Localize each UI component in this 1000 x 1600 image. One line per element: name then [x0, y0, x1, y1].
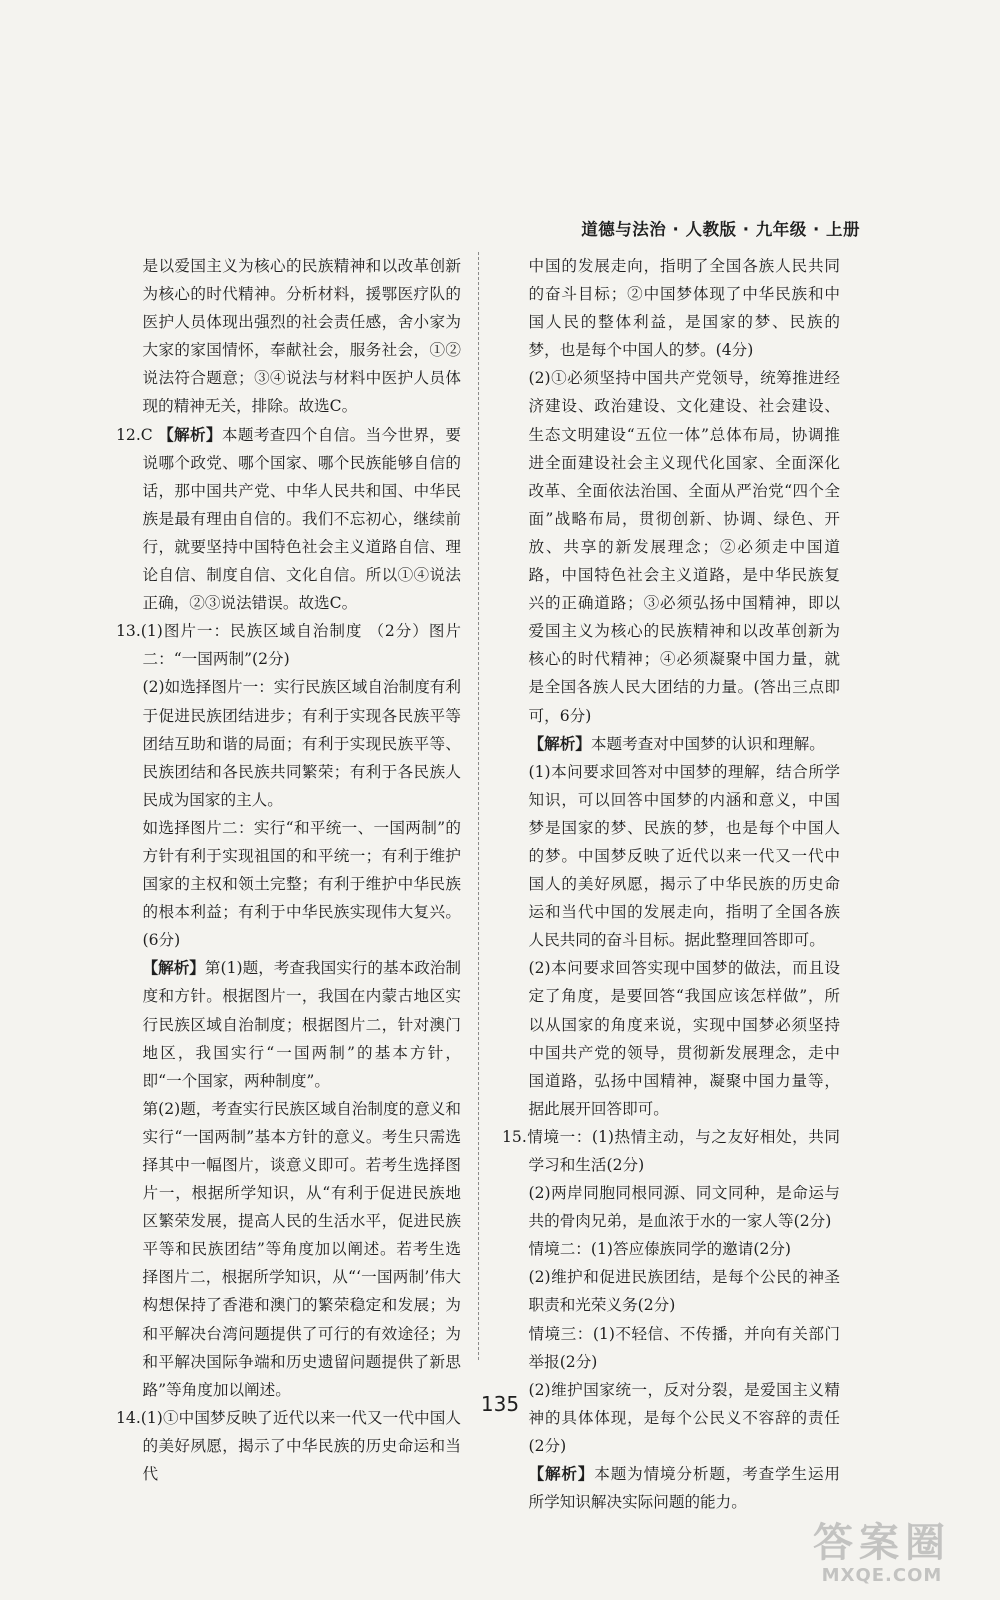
answer-paragraph	[116, 1095, 461, 1404]
answer-paragraph	[116, 814, 461, 954]
paragraph-text: 15.情境一：(1)热情主动，与之友好相处，共同学习和生活(2分)	[502, 1127, 840, 1174]
watermark-url: MXQE.COM	[821, 1565, 943, 1586]
paragraph-text: 第(1)题，考查我国实行的基本政治制度和方针。根据图片一，我国在内蒙古地区实行民族区域自治制度；根据图片二，针对澳门地区，我国实行“一国两制”的基本方针，即“一个国家，两种制度”。	[142, 959, 461, 1090]
answer-paragraph	[116, 1404, 461, 1488]
analysis-tag: 【解析】	[528, 734, 591, 753]
paragraph-text: 是以爱国主义为核心的民族精神和以改革创新为核心的时代精神。分析材料，援鄂医疗队的医护人员体现出强烈的社会责任感，舍小家为大家的家国情怀，奉献社会，服务社会，①②说法符合题意；③④说法与材料中医护人员体现的精神无关，排除。故选C。	[142, 257, 461, 416]
answer-paragraph	[502, 1263, 840, 1319]
paragraph-text: 本题为情境分析题，考查学生运用所学知识解决实际问题的能力。	[528, 1465, 840, 1512]
paragraph-text: (2)维护国家统一，反对分裂，是爱国主义精神的具体体现，是每个公民义不容辞的责任(2分)	[528, 1380, 840, 1455]
answer-paragraph	[502, 1320, 840, 1376]
paragraph-text: 情境二：(1)答应傣族同学的邀请(2分)	[528, 1240, 792, 1259]
paragraph-text: 本题考查对中国梦的认识和理解。	[590, 734, 825, 753]
answer-paragraph	[502, 730, 840, 758]
analysis-tag: 【解析】	[142, 959, 205, 978]
paragraph-text: 如选择图片二：实行“和平统一、一国两制”的方针有利于实现祖国的和平统一；有利于维护国家的主权和领土完整；有利于维护中华民族的根本利益；有利于中华民族实现伟大复兴。(6分)	[142, 818, 461, 950]
column-divider	[478, 252, 479, 1360]
answer-paragraph	[502, 252, 840, 364]
answer-paragraph	[502, 364, 840, 729]
watermark-logo: 答案圈	[813, 1520, 951, 1566]
paragraph-text: 中国的发展走向，指明了全国各族人民共同的奋斗目标；②中国梦体现了中华民族和中国人民的整体利益，是国家的梦、民族的梦，也是每个中国人的梦。(4分)	[528, 257, 840, 360]
paragraph-text: 14.(1)①中国梦反映了近代以来一代又一代中国人的美好夙愿，揭示了中华民族的历史命运和当代	[116, 1408, 461, 1484]
answer-paragraph	[502, 758, 840, 955]
analysis-tag: 【解析】	[528, 1465, 595, 1484]
page-header: 道德与法治 · 人教版 · 九年级 · 上册	[581, 220, 860, 239]
answer-paragraph	[502, 1460, 840, 1516]
paragraph-text: 本题考查四个自信。当今世界，要说哪个政党、哪个国家、哪个民族能够自信的话，那中国共产党、中华人民共和国、中华民族是最有理由自信的。我们不忘初心，继续前行，就要坚持中国特色社会主义道路自信、理论自信、制度自信、文化自信。所以①④说法正确，②③说法错误。故选C。	[142, 425, 461, 613]
answer-paragraph	[502, 1235, 840, 1263]
paragraph-text: (2)两岸同胞同根同源、同文同种，是命运与共的骨肉兄弟，是血浓于水的一家人等(2分)	[528, 1184, 840, 1231]
paragraph-text: 第(2)题，考查实行民族区域自治制度的意义和实行“一国两制”基本方针的意义。考生只需选择其中一幅图片，谈意义即可。若考生选择图片一，根据所学知识，从“有利于促进民族地区繁荣发展，提高人民的生活水平，促进民族平等和民族团结”等角度加以阐述。若考生选择图片二，根据所学知识，从“‘一国两制’伟大构想保持了香港和澳门的繁荣稳定和发展；为和平解决台湾问题提供了可行的有效途径；为和平解决国际争端和历史遗留问题提供了新思路”等角度加以阐述。	[142, 1099, 461, 1399]
answer-paragraph	[502, 1376, 840, 1460]
analysis-tag: 【解析】	[158, 425, 222, 444]
paragraph-text: (2)维护和促进民族团结，是每个公民的神圣职责和光荣义务(2分)	[528, 1268, 840, 1315]
answer-paragraph	[116, 954, 461, 1094]
page-number: 135	[480, 1392, 520, 1416]
paragraph-text: (2)①必须坚持中国共产党领导，统筹推进经济建设、政治建设、文化建设、社会建设、生态文明建设“五位一体”总体布局，协调推进全面建设社会主义现代化国家、全面深化改革、全面依法治国、全面从严治党“四个全面”战略布局，贯彻创新、协调、绿色、开放、共享的新发展理念；②必须走中国道路，中国特色社会主义道路，是中华民族复兴的正确道路；③必须弘扬中国精神，即以爱国主义为核心的民族精神和以改革创新为核心的时代精神；④必须凝聚中国力量，就是全国各族人民大团结的力量。(答出三点即可，6分)	[528, 369, 840, 725]
right-column	[502, 252, 840, 1516]
answer-paragraph	[502, 1179, 840, 1235]
answer-paragraph	[116, 673, 461, 813]
paragraph-text: (2)本问要求回答实现中国梦的做法，而且设定了角度，是要回答“我国应该怎样做”，所以从国家的角度来说，实现中国梦必须坚持中国共产党的领导，贯彻新发展理念，走中国道路，弘扬中国精神，凝聚中国力量等，据此展开回答即可。	[528, 959, 840, 1118]
question-number: 12.C	[116, 425, 159, 444]
paragraph-text: 13.(1)图片一：民族区域自治制度 （2分）图片二：“一国两制”(2分)	[116, 622, 461, 669]
answer-paragraph	[502, 1123, 840, 1179]
answer-paragraph	[116, 252, 461, 421]
answer-paragraph	[116, 617, 461, 673]
paragraph-text: 情境三：(1)不轻信、不传播，并向有关部门举报(2分)	[528, 1324, 840, 1371]
paragraph-text: (2)如选择图片一：实行民族区域自治制度有利于促进民族团结进步；有利于实现各民族平等团结互助和谐的局面；有利于实现民族平等、民族团结和各民族共同繁荣；有利于各民族人民成为国家的主人。	[142, 678, 461, 809]
answer-paragraph	[116, 421, 461, 618]
paragraph-text: (1)本问要求回答对中国梦的理解，结合所学知识，可以回答中国梦的内涵和意义，中国梦是国家的梦、民族的梦，也是每个中国人的梦。中国梦反映了近代以来一代又一代中国人的美好夙愿，揭示了中华民族的历史命运和当代中国的发展走向，指明了全国各族人民共同的奋斗目标。据此整理回答即可。	[528, 762, 840, 950]
answer-paragraph	[502, 954, 840, 1123]
watermark	[782, 1521, 982, 1586]
left-column	[116, 252, 461, 1488]
